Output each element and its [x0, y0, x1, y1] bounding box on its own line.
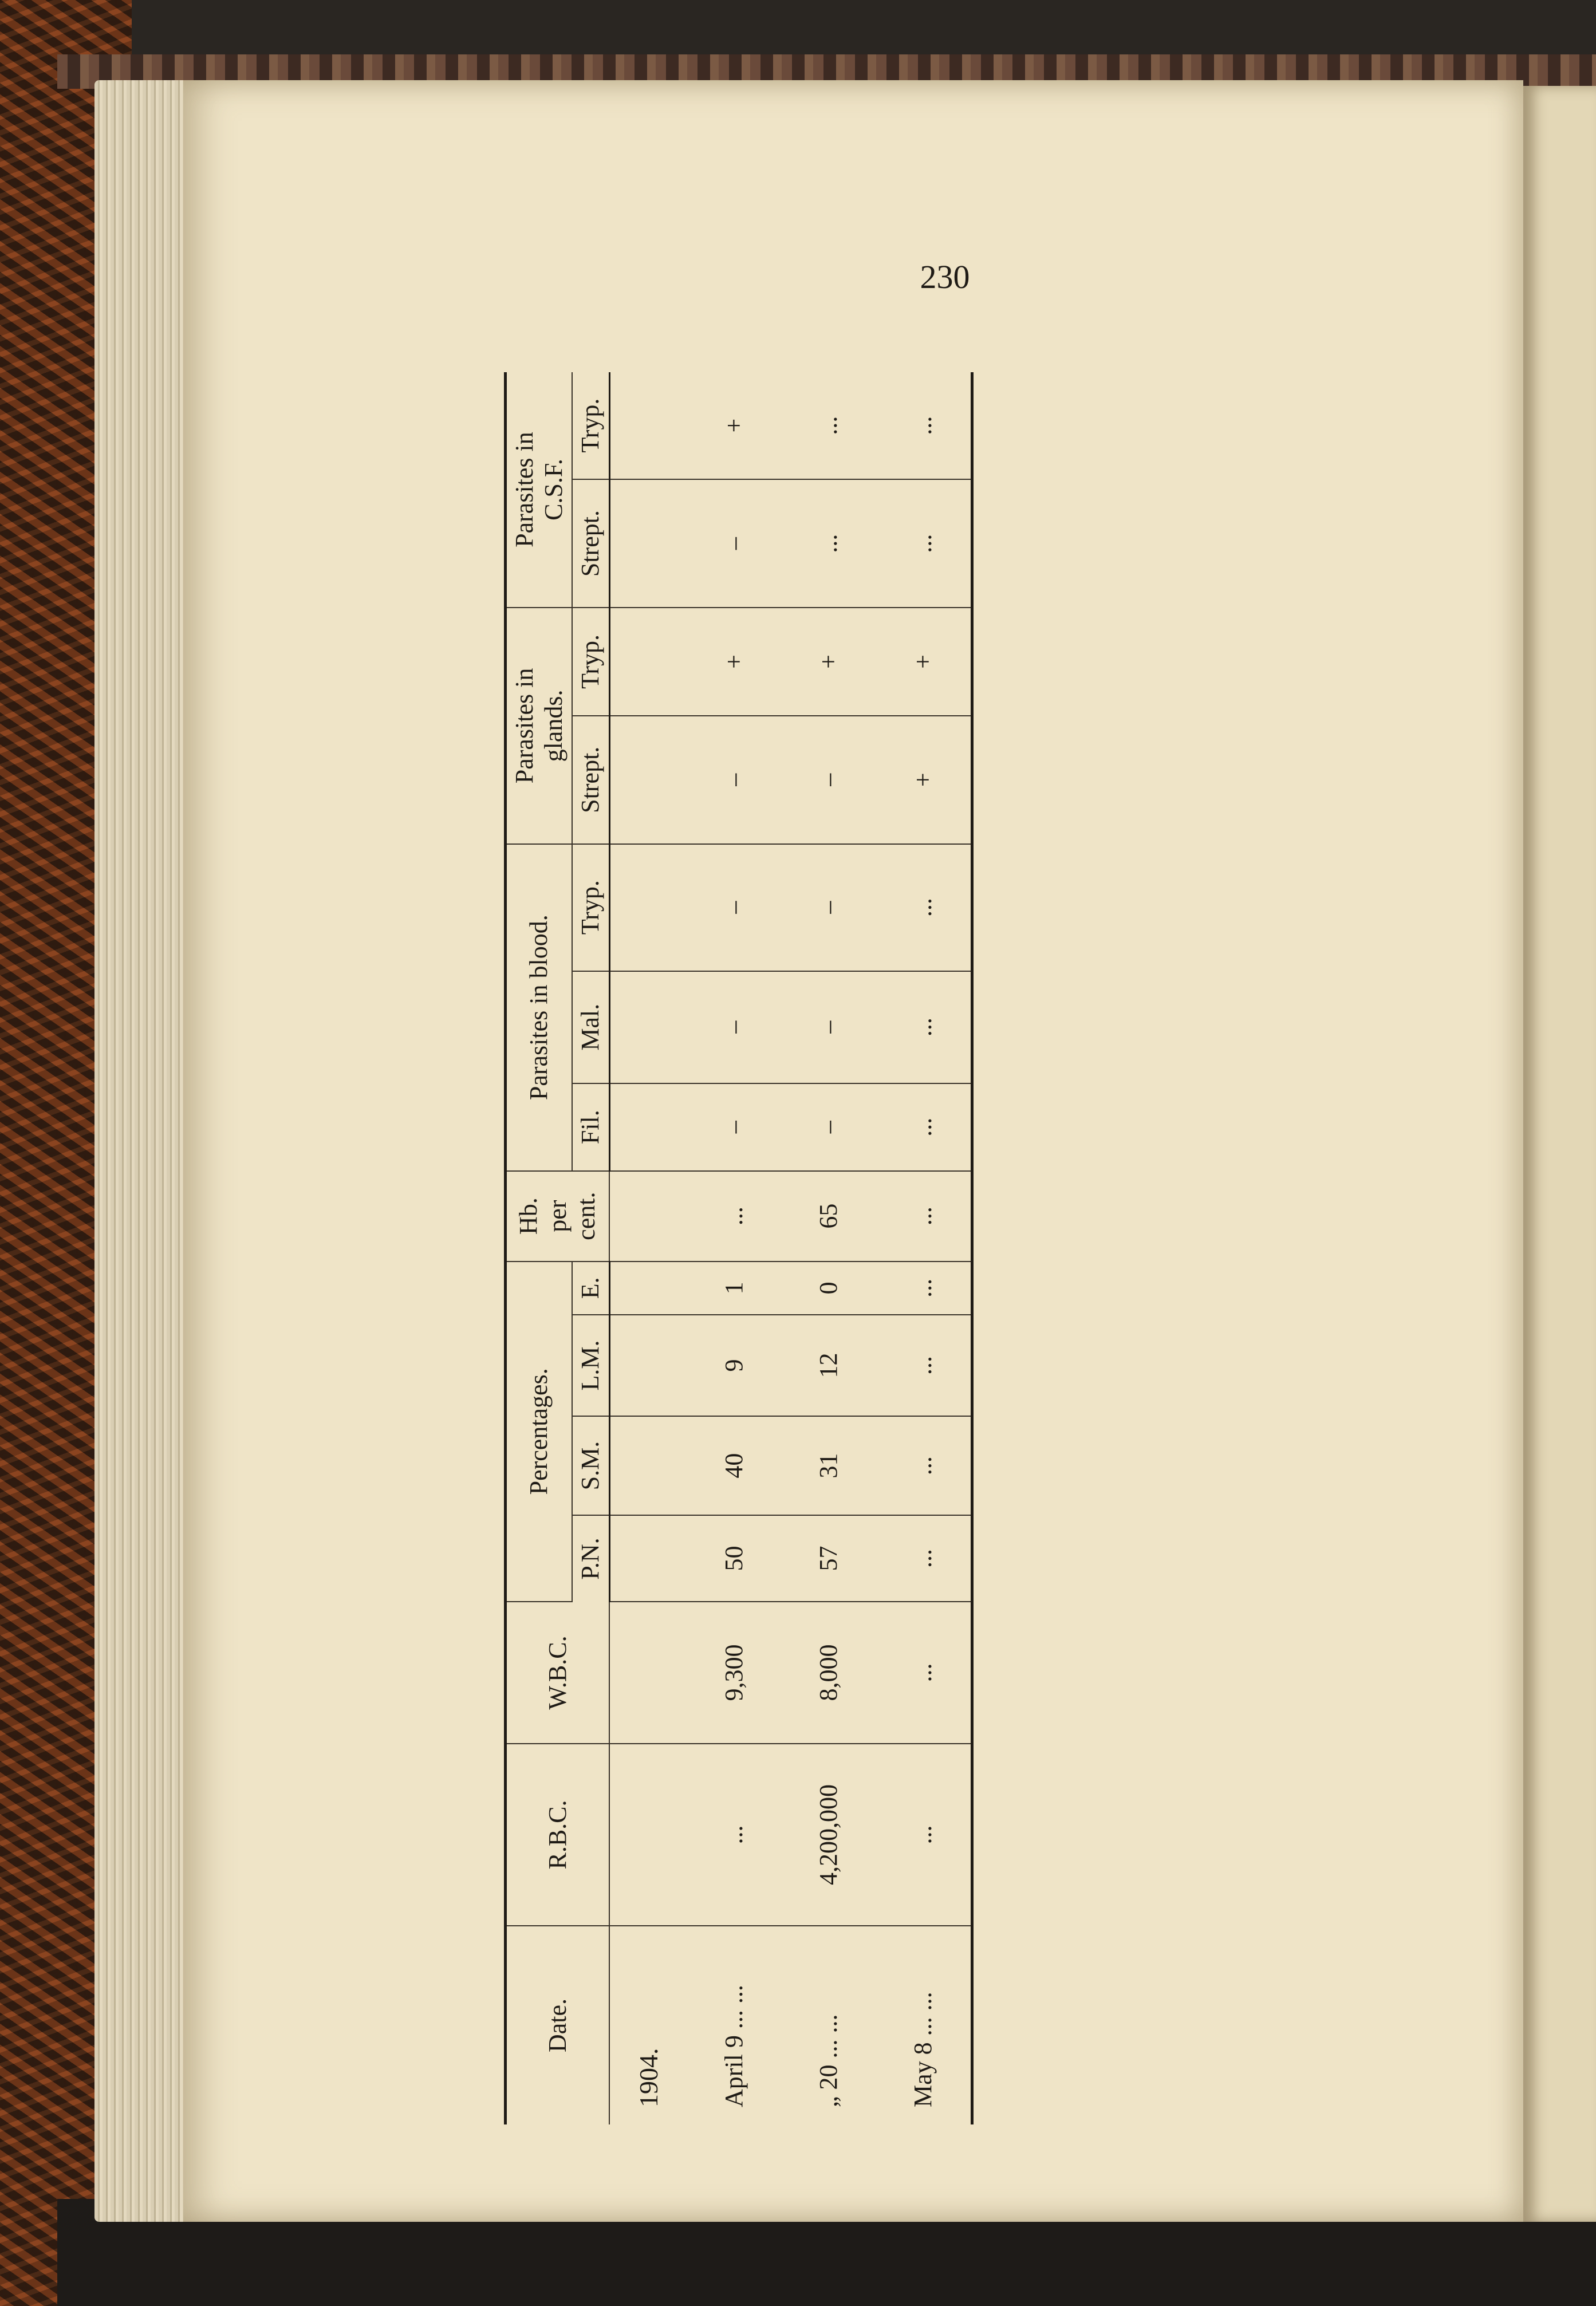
table-cell [609, 971, 687, 1083]
cell-csf-strept: ... [781, 479, 876, 608]
subheader-blood-mal: Mal. [572, 971, 609, 1083]
cell-glands-tryp: + [781, 608, 876, 716]
subheader-glands-tryp: Tryp. [572, 608, 609, 716]
cell-glands-strept: – [781, 716, 876, 844]
cell-csf-tryp: ... [781, 372, 876, 479]
subheader-glands-strept: Strept. [572, 716, 609, 844]
subheader-pn: P.N. [572, 1515, 609, 1602]
cell-blood-fil: – [781, 1083, 876, 1171]
subheader-blood-fil: Fil. [572, 1083, 609, 1171]
cell-sm: 40 [687, 1416, 781, 1515]
table-row [876, 372, 972, 2124]
cell-wbc: ... [876, 1602, 972, 1744]
cell-blood-fil: – [687, 1083, 781, 1171]
header-wbc: W.B.C. [506, 1602, 610, 1744]
cell-glands-tryp: + [687, 608, 781, 716]
header-date: Date. [506, 1926, 610, 2124]
cell-hb: ... [876, 1171, 972, 1262]
cell-hb: 65 [781, 1171, 876, 1262]
cell-date: May 8 ... ... [909, 1992, 937, 2107]
cell-date: April 9 ... ... [720, 1985, 748, 2107]
subheader-lm: L.M. [572, 1315, 609, 1416]
cell-csf-strept: – [687, 479, 781, 608]
cell-blood-tryp: ... [876, 844, 972, 971]
subheader-sm: S.M. [572, 1416, 609, 1515]
page-number: 230 [920, 258, 970, 295]
table-cell [609, 1416, 687, 1515]
year-label: 1904. [633, 2048, 663, 2107]
table-cell [609, 372, 687, 479]
table-cell [609, 1515, 687, 1602]
header-hb-line2: per [543, 1200, 572, 1232]
header-blood: Parasites in blood. [506, 844, 573, 1171]
cell-sm: 31 [781, 1416, 876, 1515]
cell-glands-tryp: + [876, 608, 972, 716]
cell-e: 1 [687, 1262, 781, 1315]
cell-pn: ... [876, 1515, 972, 1602]
table-cell [609, 608, 687, 716]
table-cell [609, 1744, 687, 1926]
table-cell [609, 1262, 687, 1315]
cell-date: „ 20 ... ... [814, 2014, 842, 2107]
table-cell [609, 1602, 687, 1744]
header-hb-line3: cent. [572, 1192, 601, 1240]
table-row [781, 372, 876, 2124]
header-hb-line1: Hb. [514, 1197, 543, 1235]
cell-e: 0 [781, 1262, 876, 1315]
cell-blood-mal: ... [876, 971, 972, 1083]
header-glands-line2: glands. [539, 689, 568, 762]
cell-csf-tryp: + [687, 372, 781, 479]
cell-pn: 57 [781, 1515, 876, 1602]
cell-e: ... [876, 1262, 972, 1315]
header-rbc: R.B.C. [506, 1744, 610, 1926]
cell-hb: ... [687, 1171, 781, 1262]
cell-blood-fil: ... [876, 1083, 972, 1171]
header-percentages: Percentages. [506, 1262, 573, 1602]
header-glands [506, 608, 573, 844]
cell-blood-mal: – [781, 971, 876, 1083]
table-row [687, 372, 781, 2124]
cell-blood-mal: – [687, 971, 781, 1083]
header-hb [506, 1171, 610, 1262]
header-csf-line2: C.S.F. [539, 459, 568, 521]
header-csf [506, 372, 573, 608]
cell-csf-strept: ... [876, 479, 972, 608]
cell-rbc: ... [876, 1744, 972, 1926]
cell-lm: ... [876, 1315, 972, 1416]
cell-wbc: 8,000 [781, 1602, 876, 1744]
cell-sm: ... [876, 1416, 972, 1515]
cell-rbc: 4,200,000 [781, 1744, 876, 1926]
cell-pn: 50 [687, 1515, 781, 1602]
subheader-csf-strept: Strept. [572, 479, 609, 608]
header-csf-line1: Parasites in [510, 432, 538, 547]
cell-glands-strept: – [687, 716, 781, 844]
table-cell [609, 1315, 687, 1416]
cell-csf-tryp: ... [876, 372, 972, 479]
table-cell [609, 479, 687, 608]
subheader-blood-tryp: Tryp. [572, 844, 609, 971]
subheader-e: E. [572, 1262, 609, 1315]
subheader-csf-tryp: Tryp. [572, 372, 609, 479]
table-cell [609, 1171, 687, 1262]
cell-lm: 12 [781, 1315, 876, 1416]
table-cell [609, 716, 687, 844]
cell-wbc: 9,300 [687, 1602, 781, 1744]
results-table [504, 372, 974, 2124]
cell-blood-tryp: – [781, 844, 876, 971]
cell-glands-strept: + [876, 716, 972, 844]
cell-rbc: ... [687, 1744, 781, 1926]
rotated-table [504, 372, 974, 2124]
table-cell [609, 1083, 687, 1171]
header-glands-line1: Parasites in [510, 668, 538, 784]
cell-blood-tryp: – [687, 844, 781, 971]
cell-lm: 9 [687, 1315, 781, 1416]
facing-page-edge [1523, 86, 1596, 2222]
table-cell [609, 844, 687, 971]
